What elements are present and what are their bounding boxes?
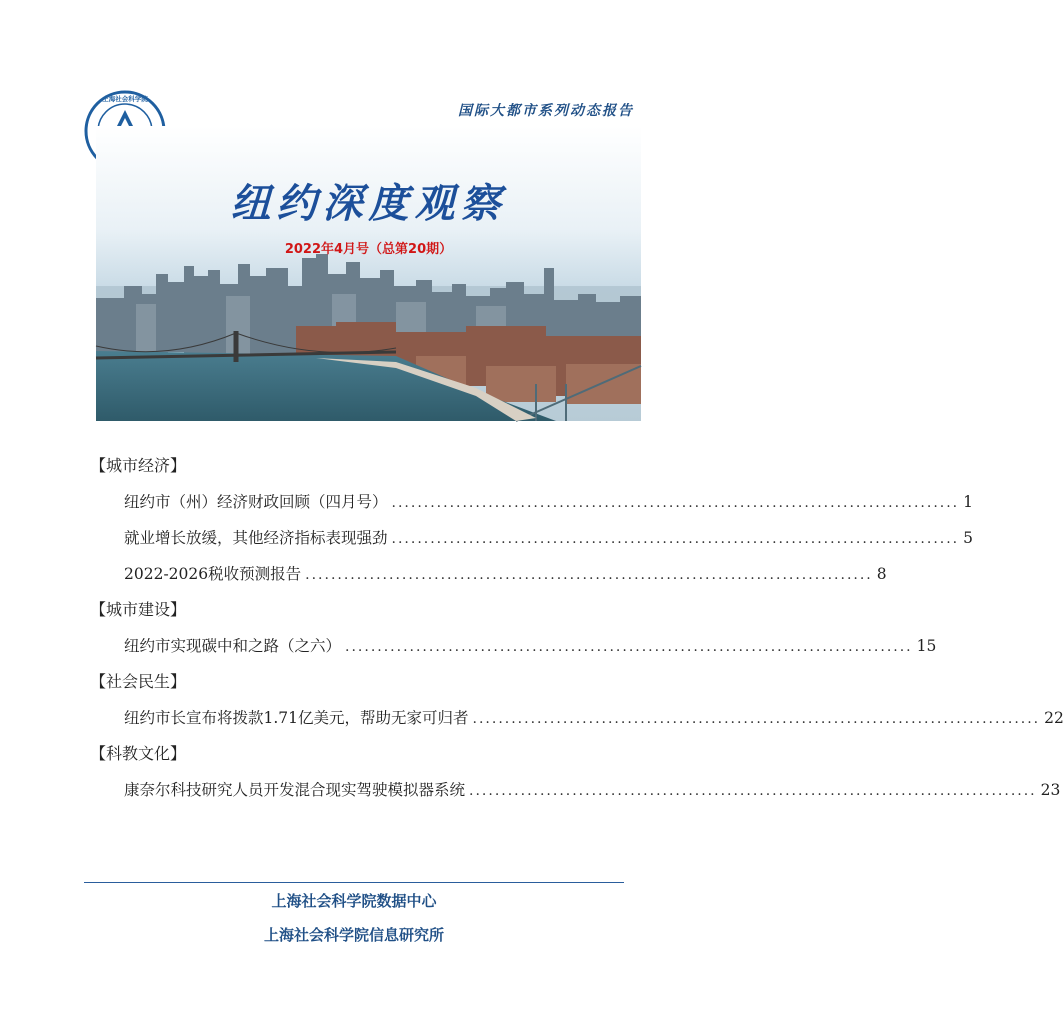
toc-entry-page: 15: [916, 637, 937, 655]
toc-entry-page: 5: [963, 529, 974, 547]
toc-entry-title: 纽约市实现碳中和之路（之六）: [124, 637, 342, 655]
toc-entry[interactable]: [90, 700, 1064, 736]
series-title: 国际大都市系列动态报告: [458, 103, 634, 119]
dot-leader: ........................................................................................: [391, 531, 960, 547]
toc-entry-page: 8: [876, 565, 887, 583]
toc-section-heading: 【社会民生】: [90, 672, 187, 691]
toc-entry-page: 1: [963, 493, 974, 511]
toc-entry[interactable]: [90, 520, 974, 556]
footer-divider: [84, 882, 624, 883]
dot-leader: ........................................................................................: [469, 783, 1037, 799]
toc-entry[interactable]: [90, 772, 1061, 808]
dot-leader: ........................................................................................: [345, 639, 913, 655]
footer-org-2: 上海社会科学院信息研究所: [263, 926, 444, 944]
toc-entry-title: 纽约市长宣布将拨款1.71亿美元，帮助无家可归者: [124, 709, 469, 727]
toc-entry-page: 22: [1044, 709, 1064, 727]
toc-section-heading: 【科教文化】: [90, 744, 187, 763]
issue-number: 2022年4月号（总第20期）: [284, 242, 453, 257]
toc-entry-title: 纽约市（州）经济财政回顾（四月号）: [124, 493, 388, 511]
dot-leader: ........................................................................................: [472, 711, 1041, 727]
dot-leader: ........................................................................................: [305, 567, 873, 583]
toc-entry[interactable]: [90, 628, 937, 664]
toc-entry-title: 就业增长放缓，其他经济指标表现强劲: [124, 529, 388, 547]
toc-entry[interactable]: [90, 556, 887, 592]
table-of-contents: [90, 448, 1064, 808]
cover-skyline-image: [96, 126, 641, 421]
toc-entry[interactable]: [90, 484, 974, 520]
dot-leader: ........................................................................................: [391, 495, 960, 511]
toc-section-heading: 【城市建设】: [90, 600, 187, 619]
logo-inscription: 上海社会科学院: [102, 95, 148, 103]
footer-org-1: 上海社会科学院数据中心: [271, 892, 437, 910]
toc-entry-title: 2022-2026税收预测报告: [124, 565, 302, 583]
toc-entry-title: 康奈尔科技研究人员开发混合现实驾驶模拟器系统: [124, 781, 466, 799]
toc-section-heading: 【城市经济】: [90, 456, 187, 475]
toc-entry-page: 23: [1040, 781, 1061, 799]
journal-title: 纽约深度观察: [230, 180, 507, 227]
